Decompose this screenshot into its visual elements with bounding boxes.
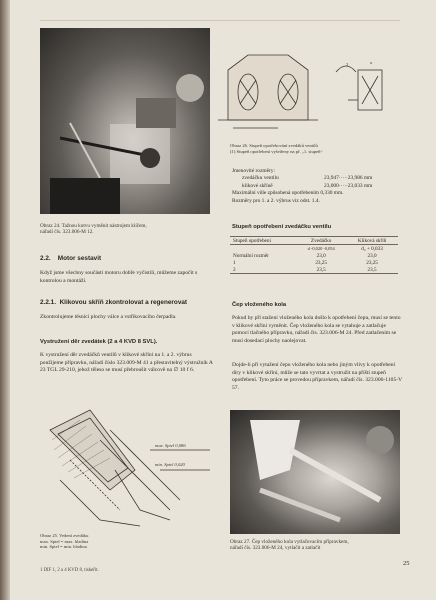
- page-number: 25: [403, 560, 410, 567]
- fit-header-lifter: Zvedáčko: [296, 237, 346, 245]
- dims-sizes: Rozměry pro 1. a 2. výbrus viz odst. 1.4.: [232, 197, 320, 204]
- fig26-label-2: 2: [346, 62, 349, 67]
- fit-subheader-lifter: d -0,020 -0,054: [307, 246, 335, 251]
- figure-26-caption: Obraz 26. Stupeň opotřebování zvedáků ventilů (1) Stupeň opotřebení vyšetřeny na př. „1. stupeň“: [230, 143, 323, 154]
- fit-header-crankcase: Kliková skříň: [346, 237, 398, 245]
- fig26-label-a: a: [370, 60, 373, 65]
- idler-pin-para-1: Pokud by při stažení vloženého kola došlo k opotřebení čepu, musí se tento v klikové skříni vyměnit. Čep vloženého kola se vytahuje a zatlačuje pomocí tlačného přípravku, nářadí čís. 323.006-M 24. Před zatlačením se musí dosedací plochy naolejovat.: [232, 315, 401, 344]
- figure-25-drawing: [40, 400, 215, 530]
- dims-row-1: zvedáčku ventilu 23,947·····23,986 mm: [242, 175, 373, 182]
- figure-27-caption: Obraz 27. Čep vloženého kola vytlačovacím přípravkem, nářadí čís. 323.006-M 24, vytlačit a zatlačit: [230, 539, 349, 552]
- table-row: Normální rozměr 23,0 23,0: [233, 252, 377, 259]
- table-row: 1 23,25 23,25: [233, 259, 378, 266]
- figure-26-drawing: [218, 50, 398, 138]
- figure-24-caption: Obraz 24. Tažnou kotvu vyměnit nástrojem klíčem, nářadí čís. 323.006-M 12.: [40, 223, 147, 236]
- idler-pin-para-2: Dojde-li při vytažení čepu vloženého kola nebo jiným vlivy k opotřebení díry v klikové skříni, může se tato vyvrtat a vystružit na příští stupeň opotřebení. Tyto práce se provedou přípravkem, nářadí čís. 323.006-1105-V 57.: [232, 362, 403, 391]
- reaming-text: K vystružení děr zvedáčků ventilů v klikové skříni na 1. a 2. výbrus použijeme přípravku, nářadí číslo 323.009-M 41 a přestavitelný výstružník A 23 TGL 29-210, jehož těleso se musí přebroušit válcově na ∅ 10 f 6.: [40, 352, 213, 374]
- reaming-heading: Vystružení děr zvedátek (2 a 4 KVD 8 SVL).: [40, 339, 158, 345]
- figure-25-caption: Obraz 25. Vedení zvedáku max. Spiel = max. hladina min. Spiel = min. hladina: [40, 533, 89, 550]
- figure-24-photo: [40, 28, 210, 214]
- figure-27-photo: [230, 410, 400, 534]
- fit-table-title: Stupeň opotřebení zvedáčku ventilu: [232, 224, 332, 230]
- nominal-dimensions: [232, 168, 412, 205]
- fit-table: [230, 236, 398, 274]
- fig25-label-max: max. Spiel 0,086: [155, 443, 186, 448]
- table-row: 2 23,5 23,5: [230, 266, 398, 274]
- idler-pin-heading: Čep vloženého kola: [232, 302, 287, 308]
- top-rule: [40, 20, 400, 21]
- fig25-label-min: min. Spiel 0,020: [155, 462, 185, 467]
- dims-row-2: klikové skříně 23,000·····23,033 mm: [242, 182, 373, 189]
- dims-max: Maximální vůle způsobená opotřebením 0,330 mm.: [232, 190, 344, 197]
- dims-title: Jmenovité rozměry:: [232, 168, 275, 174]
- section-2-2-1-text: Zkontrolujeme těsnící plochy válce a vstřikovacího čerpadla.: [40, 314, 177, 320]
- fit-subheader-crankcase: d₂ + 0,033: [361, 245, 383, 252]
- section-2-2-heading: 2.2. Motor sestavit: [40, 255, 102, 262]
- fit-header-stage: Stupeň opotřebení: [230, 237, 296, 245]
- book-binding-shadow: [0, 0, 10, 600]
- section-2-2-text: Když jsme všechny součásti motoru dobře vyčistili, můžeme započít s kontrolou a montáží.: [40, 270, 198, 284]
- footer-note: 1 DIF 1, 2 a 4 KVD 8, tiskeřit.: [40, 568, 99, 573]
- section-2-2-1-heading: 2.2.1. Klikovou skříň zkontrolovat a regenerovat: [40, 299, 188, 306]
